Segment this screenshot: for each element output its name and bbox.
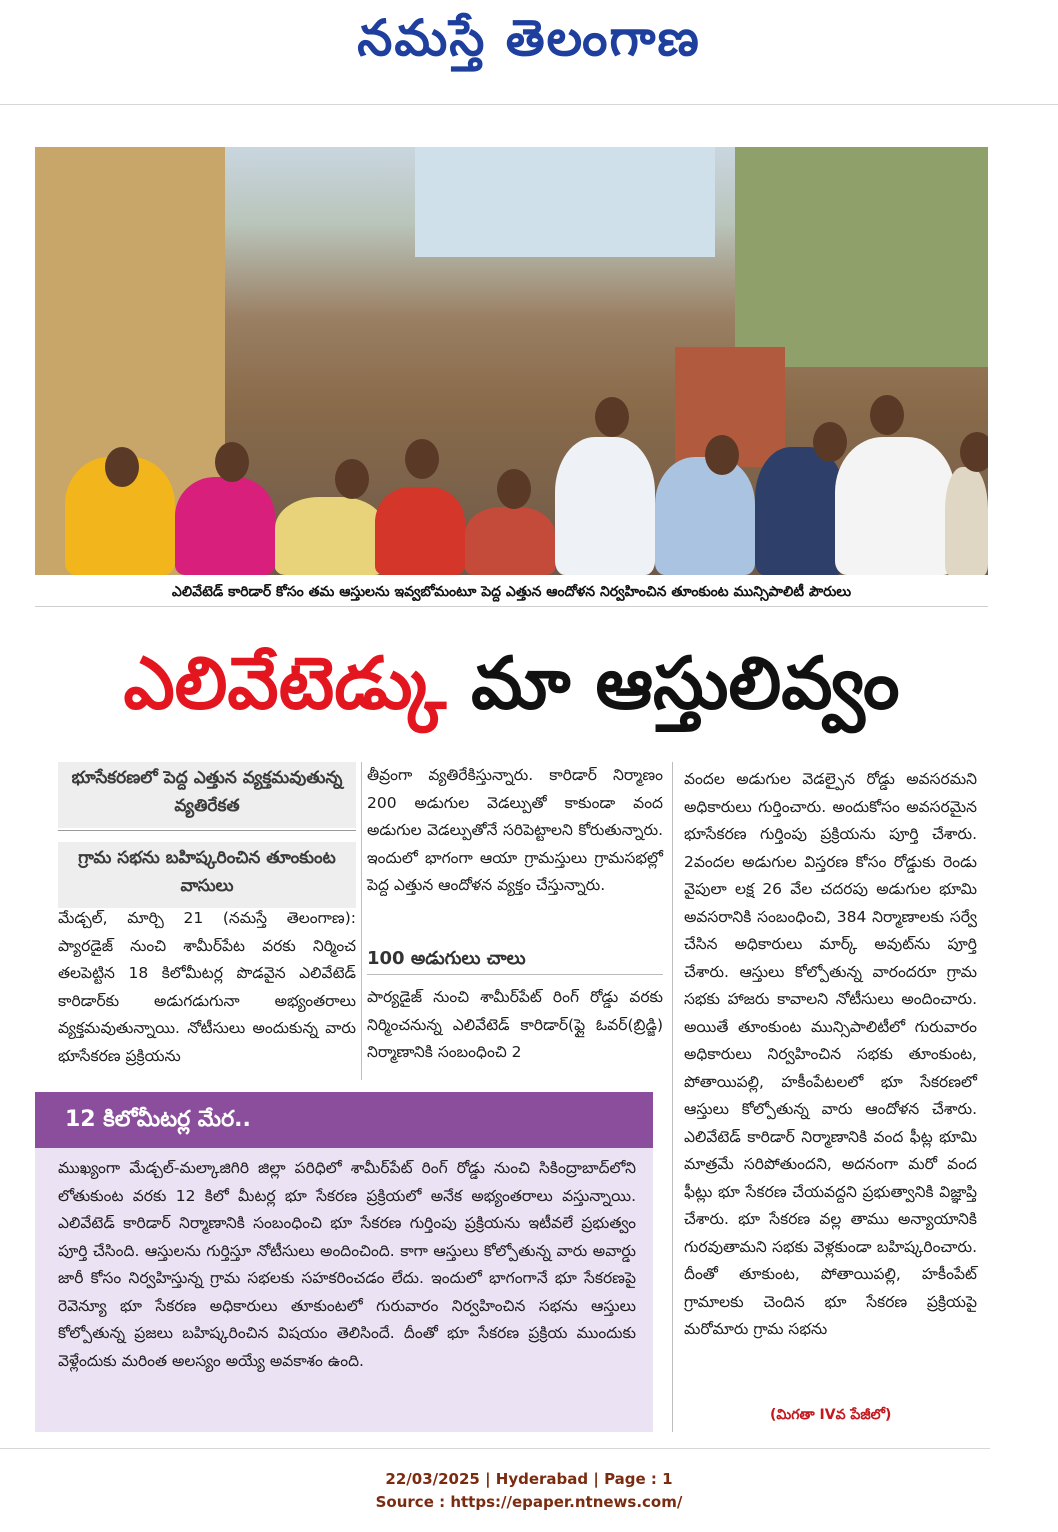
- news-photo: [35, 147, 988, 575]
- column-divider: [361, 762, 362, 1080]
- sidebar-box-header: [35, 1092, 653, 1148]
- column-1-text: మేడ్చల్, మార్చి 21 (నమస్తే తెలంగాణ): ప్యారడైజ్ నుంచి శామీర్‌పేట వరకు నిర్మించ తలపెట్టిన 18 కిలోమీటర్ల పొడవైన ఎలివేటెడ్ కారిడార్‌కు అడుగడుగునా అభ్యంతరాలు వ్యక్తమవుతున్నాయి. నోటీసులు అందుకున్న వారు భూసేకరణ ప్రక్రియను: [58, 909, 356, 1065]
- article-column-2: [367, 762, 663, 900]
- article-column-2b: [367, 984, 663, 1067]
- continued-note: (మిగతా IVవ పేజీలో): [770, 1407, 892, 1423]
- sidebar-box-title: 12 కిలోమీటర్ల మేర..: [65, 1107, 251, 1132]
- deck-divider: [58, 830, 356, 831]
- footer-date-line: 22/03/2025 | Hyderabad | Page : 1: [385, 1470, 673, 1488]
- article-column-3: [684, 766, 977, 1344]
- deck-2: గ్రామ సభను బహిష్కరించిన తూంకుంట వాసులు: [78, 848, 336, 896]
- subheading: 100 అడుగులు చాలు: [367, 944, 663, 975]
- sidebar-box-body: ముఖ్యంగా మేడ్చల్-మల్కాజిగిరి జిల్లా పరిధిలో శామీర్‌పేట్ రింగ్ రోడ్డు నుంచి సికింద్రాబాద్‌లోని లోతుకుంట వరకు 12 కిలో మీటర్ల భూ సేకరణ ప్రక్రియలో అనేక అభ్యంతరాలు వస్తున్నాయి. ఎలివేటెడ్ కారిడార్ నిర్మాణానికి సంబంధించి భూ సేకరణ గుర్తింపు ప్రక్రియను ఇటీవలే ప్రభుత్వం పూర్తి చేసింది. ఆస్తులను గుర్తిస్తూ నోటీసులు అందించింది. కాగా ఆస్తులు కోల్పోతున్న వారు అవార్డు జారీ కోసం నిర్వహిస్తున్న గ్రామ సభలకు సహకరించడం లేదు. ఇందులో భాగంగానే భూ సేకరణపై రెవెన్యూ భూ సేకరణ అధికారులు తూకుంటలో గురువారం నిర్వహించిన సభను ఆస్తులు కోల్పోతున్న ప్రజలు బహిష్కరించిన విషయం తెలిసిందే. దీంతో భూ సేకరణ ప్రక్రియ ముందుకు వెళ్లేందుకు మరింత అలస్యం అయ్యే అవకాశం ఉంది.: [58, 1159, 636, 1370]
- masthead-logo: నమస్తే తెలంగాణ: [357, 8, 701, 67]
- headline-red: ఎలివేటెడ్: [123, 641, 447, 725]
- masthead-divider: [0, 104, 1058, 105]
- footer-source-link[interactable]: Source : https://epaper.ntnews.com/: [375, 1493, 683, 1511]
- column-3-text: వందల అడుగుల వెడల్పైన రోడ్డు అవసరమని అధికారులు గుర్తించారు. అందుకోసం అవసరమైన భూసేకరణ గుర్తింపు ప్రక్రియను పూర్తి చేశారు. 2వందల అడుగుల విస్తరణ కోసం రోడ్డుకు రెండు వైపులా లక్ష 26 వేల చదరపు అడుగుల భూమి అవసరానికి సంబంధించి, 384 నిర్మాణాలకు సర్వే చేసిన అధికారులు మార్క్ అవుట్‌ను పూర్తి చేశారు. ఆస్తులు కోల్పోతున్న వారందరూ గ్రామ సభకు హాజరు కావాలని నోటీసులు అందించారు. అయితే తూంకుంట మున్సిపాలిటీలో గురువారం అధికారులు నిర్వహించిన సభకు తూంకుంట, పోతాయిపల్లి, హకీంపేటలలో భూ సేకరణలో ఆస్తులు కోల్పోతున్న వారు ఆందోళన చేశారు. ఎలివేటెడ్ కారిడార్ నిర్మాణానికి వంద ఫీట్ల భూమి మాత్రమే సరిపోతుందని, అదనంగా మరో వంద ఫీట్లు భూ సేకరణ చేయవద్దని ప్రభుత్వానికి విజ్ఞాప్తి చేశారు. భూ సేకరణ వల్ల తాము అన్యాయానికి గురవుతామని సభకు వెళ్లకుండా బహిష్కరించారు. దీంతో తూకుంట, పోతాయిపల్లి, హకీంపేట్ గ్రామాలకు చెందిన భూ సేకరణ ప్రక్రియపై మరోమారు గ్రామ సభను: [684, 770, 977, 1338]
- column-2-text-a: తీవ్రంగా వ్యతిరేకిస్తున్నారు. కారిడార్ నిర్మాణం 200 అడుగుల వెడల్పుతో కాకుండా వంద అడుగుల వెడల్పుతోనే సరిపెట్టాలని కోరుతున్నారు. ఇందులో భాగంగా ఆయా గ్రామస్తులు గ్రామసభల్లో పెద్ద ఎత్తున ఆందోళన వ్యక్తం చేస్తున్నారు.: [367, 766, 663, 894]
- column-2-text-b: పార్యడైజ్ నుంచి శామీర్‌పేట్ రింగ్ రోడ్డు వరకు నిర్మించనున్న ఎలివేటెడ్ కారిడార్(ఫ్లై ఓవర్(బ్రిడ్జి) నిర్మాణానికి సంబంధించి 2: [367, 988, 663, 1061]
- article-column-1: [58, 905, 356, 1070]
- deck-1: భూసేకరణలో పెద్ద ఎత్తున వ్యక్తమవుతున్న వ్యతిరేకత: [71, 768, 343, 816]
- headline: [35, 628, 988, 738]
- footer-divider: [0, 1448, 990, 1449]
- headline-black: కు మా ఆస్తులివ్వం: [446, 641, 900, 725]
- photo-caption: ఎలివేటెడ్ కారిడార్ కోసం తమ ఆస్తులను ఇవ్వబోమంటూ పెద్ద ఎత్తున ఆందోళన నిర్వహించిన తూంకుంట మున్సిపాలిటీ పౌరులు: [35, 578, 988, 607]
- column-divider: [672, 762, 673, 1432]
